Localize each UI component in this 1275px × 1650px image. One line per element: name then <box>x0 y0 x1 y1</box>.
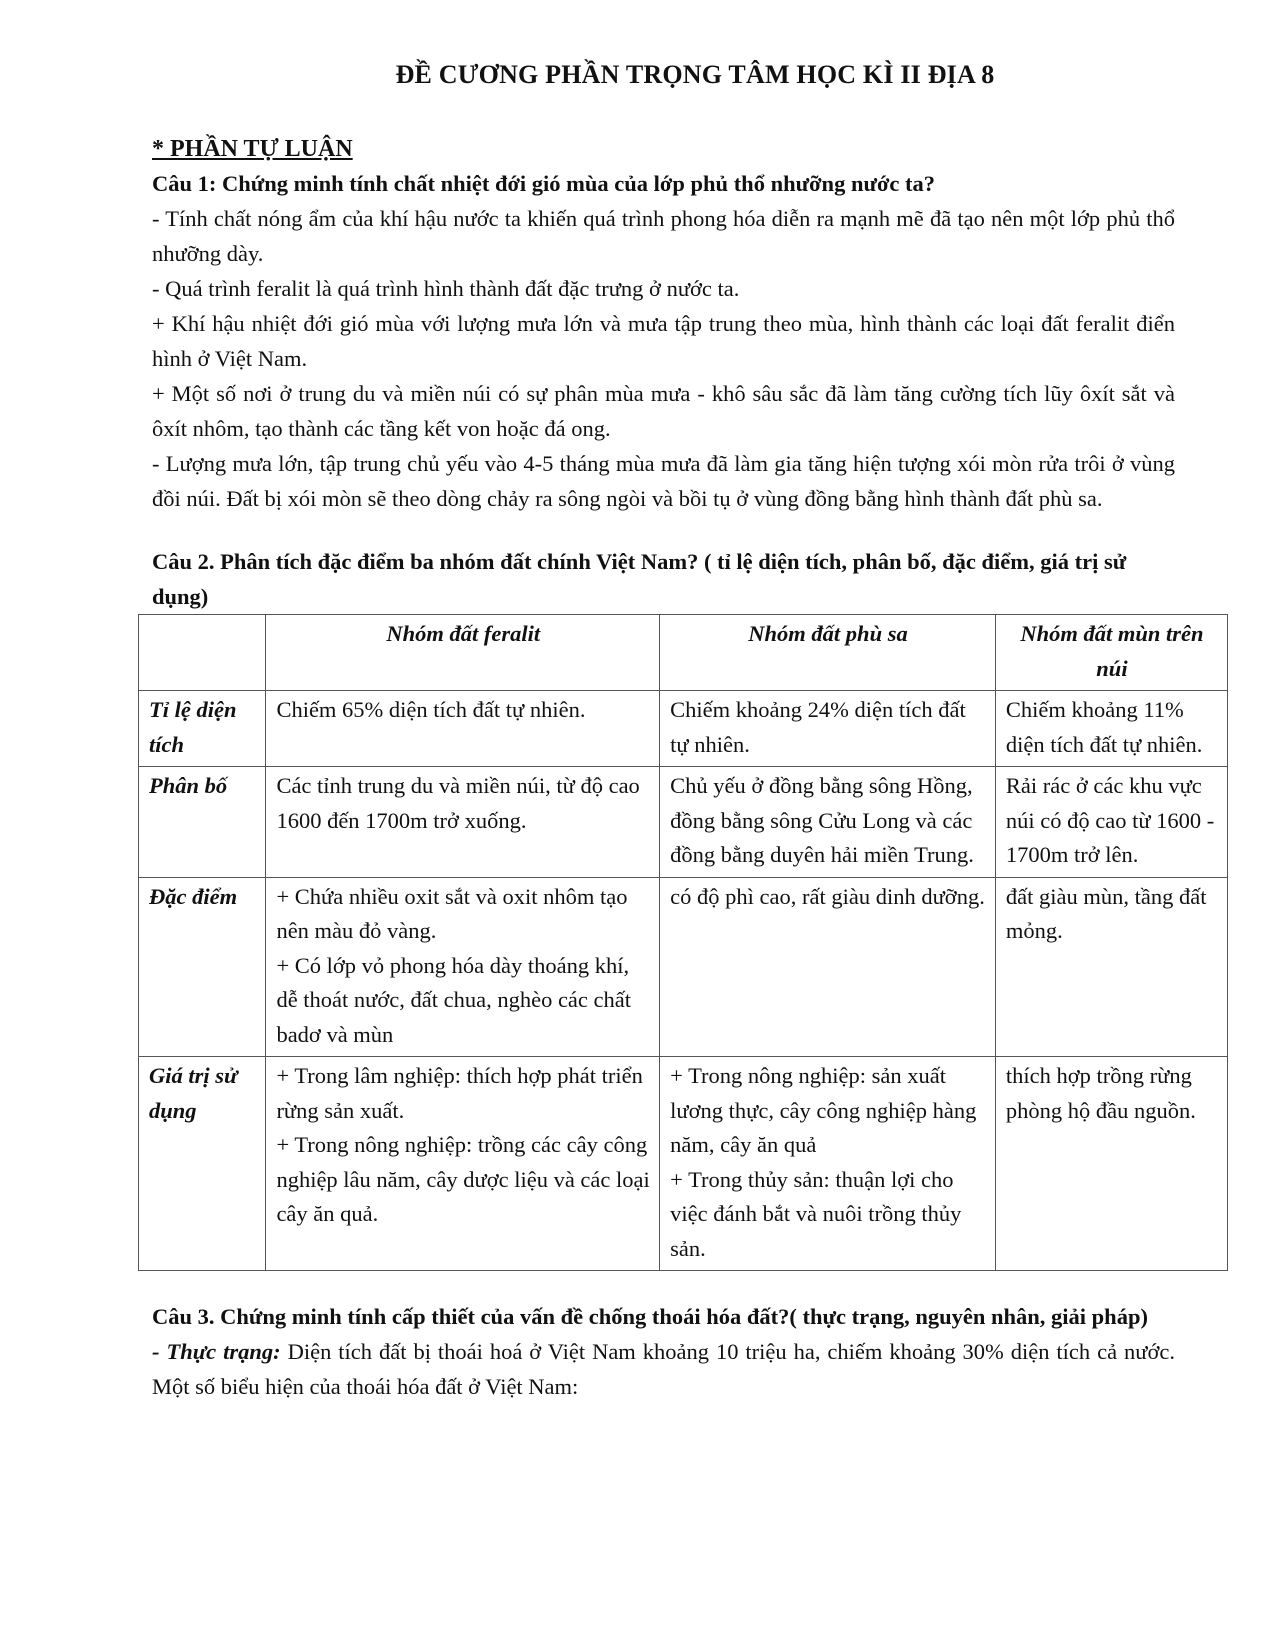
table-cell: Chủ yếu ở đồng bằng sông Hồng, đồng bằng sông Cửu Long và các đồng bằng duyên hải miền Trung. <box>660 767 996 878</box>
table-row <box>139 1057 1228 1271</box>
question-1-title: Câu 1: Chứng minh tính chất nhiệt đới gió mùa của lớp phủ thổ nhưỡng nước ta? <box>152 171 936 196</box>
table-header-cell: Nhóm đất mùn trên núi <box>995 615 1227 691</box>
table-cell: Chiếm khoảng 24% diện tích đất tự nhiên. <box>660 691 996 767</box>
table-cell: + Trong nông nghiệp: sản xuất lương thực, cây công nghiệp hàng năm, cây ăn quả + Trong thủy sản: thuận lợi cho việc đánh bắt và nuôi trồng thủy sản. <box>660 1057 996 1271</box>
table-cell: + Trong lâm nghiệp: thích hợp phát triển rừng sản xuất. + Trong nông nghiệp: trồng các cây công nghiệp lâu năm, cây dược liệu và các loại cây ăn quả. <box>266 1057 660 1271</box>
table-row <box>139 767 1228 878</box>
question-3-title: Câu 3. Chứng minh tính cấp thiết của vấn đề chống thoái hóa đất?( thực trạng, nguyên nhân, giải pháp) <box>152 1304 1148 1329</box>
table-cell: Chiếm khoảng 11% diện tích đất tự nhiên. <box>995 691 1227 767</box>
row-label: Đặc điểm <box>139 877 266 1057</box>
question-1-paragraph: + Một số nơi ở trung du và miền núi có sự phân mùa mưa - khô sâu sắc đã làm tăng cường tích lũy ôxít sắt và ôxít nhôm, tạo thành các tầng kết von hoặc đá ong. <box>152 381 1175 441</box>
table-cell: có độ phì cao, rất giàu dinh dưỡng. <box>660 877 996 1057</box>
section-heading: * PHẦN TỰ LUẬN <box>152 136 353 162</box>
question-3-paragraph <box>152 1334 1175 1404</box>
question-1-paragraph: + Khí hậu nhiệt đới gió mùa với lượng mưa lớn và mưa tập trung theo mùa, hình thành các loại đất feralit điển hình ở Việt Nam. <box>152 311 1175 371</box>
table-cell: Chiếm 65% diện tích đất tự nhiên. <box>266 691 660 767</box>
table-cell: + Chứa nhiều oxit sắt và oxit nhôm tạo nên màu đỏ vàng. + Có lớp vỏ phong hóa dày thoáng khí, dễ thoát nước, đất chua, nghèo các chất badơ và mùn <box>266 877 660 1057</box>
question-2-title: Câu 2. Phân tích đặc điểm ba nhóm đất chính Việt Nam? ( tỉ lệ diện tích, phân bố, đặc điểm, giá trị sử dụng) <box>152 549 1127 609</box>
question-1-paragraph: - Lượng mưa lớn, tập trung chủ yếu vào 4-5 tháng mùa mưa đã làm gia tăng hiện tượng xói mòn rửa trôi ở vùng đồi núi. Đất bị xói mòn sẽ theo dòng chảy ra sông ngòi và bồi tụ ở vùng đồng bằng hình thành đất phù sa. <box>152 451 1175 511</box>
spacer <box>152 1271 1175 1299</box>
table-header-row <box>139 615 1228 691</box>
table-cell: Các tỉnh trung du và miền núi, từ độ cao 1600 đến 1700m trở xuống. <box>266 767 660 878</box>
status-label: - Thực trạng: <box>152 1339 281 1364</box>
row-label: Phân bố <box>139 767 266 878</box>
table-row <box>139 877 1228 1057</box>
table-header-cell: Nhóm đất feralit <box>266 615 660 691</box>
table-cell: thích hợp trồng rừng phòng hộ đầu nguồn. <box>995 1057 1227 1271</box>
status-text: Diện tích đất bị thoái hoá ở Việt Nam khoảng 10 triệu ha, chiếm khoảng 30% diện tích cả nước. Một số biểu hiện của thoái hóa đất ở Việt Nam: <box>152 1339 1176 1399</box>
table-row <box>139 691 1228 767</box>
row-label: Tỉ lệ diện tích <box>139 691 266 767</box>
table-header-cell: Nhóm đất phù sa <box>660 615 996 691</box>
document-content <box>149 132 1215 1404</box>
table-cell: Rải rác ở các khu vực núi có độ cao từ 1600 - 1700m trở lên. <box>995 767 1227 878</box>
spacer <box>152 516 1175 544</box>
table-header-cell <box>139 615 266 691</box>
question-1-paragraph: - Quá trình feralit là quá trình hình thành đất đặc trưng ở nước ta. <box>152 276 740 301</box>
document-title: ĐỀ CƯƠNG PHẦN TRỌNG TÂM HỌC KÌ II ĐỊA 8 <box>395 60 995 89</box>
row-label: Giá trị sử dụng <box>139 1057 266 1271</box>
table-cell: đất giàu mùn, tầng đất mỏng. <box>995 877 1227 1057</box>
soil-groups-table <box>138 614 1228 1271</box>
question-1-paragraph: - Tính chất nóng ẩm của khí hậu nước ta khiến quá trình phong hóa diễn ra mạnh mẽ đã tạo nên một lớp phủ thổ nhưỡng dày. <box>152 206 1175 266</box>
